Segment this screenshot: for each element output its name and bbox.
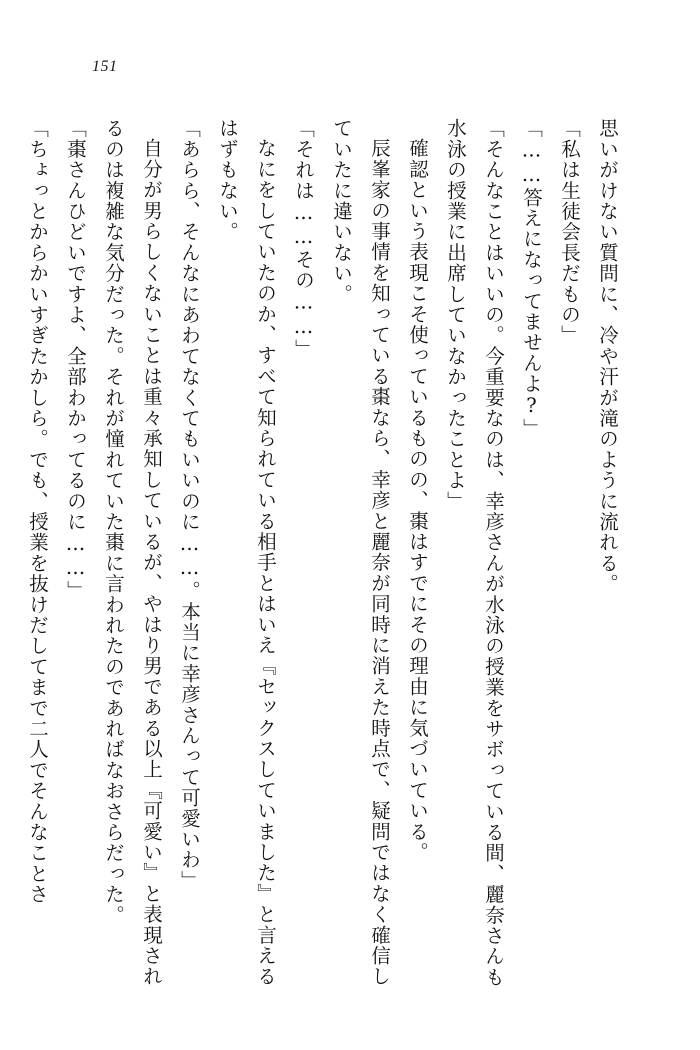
- paragraph: 確認という表現こそ使っているものの、棗はすでにその理由に気づいている。: [406, 137, 429, 862]
- paragraph: 「棗さんひどいですよ、全部わかってるのに……」: [64, 118, 87, 602]
- paragraph: 「……答えになってませんよ?」: [520, 118, 543, 439]
- paragraph: 「それは……その……」: [292, 118, 315, 360]
- paragraph: なにをしていたのか、すべて知られている相手とはいえ『セックスしていました』と言えるはずもない。: [216, 118, 277, 987]
- page-number: 151: [92, 58, 118, 75]
- paragraph: 自分が男らしくないことは重々承知しているが、やはり男である以上『可愛い』と表現されるのは複雑な気分だった。それが憧れていた棗に言われたのであればなおさらだった。: [102, 118, 163, 987]
- paragraph: 「そんなことはいいの。今重要なのは、幸彦さんが水泳の授業をサボっている間、麗奈さんも水泳の授業に出席していなかったことよ」: [444, 118, 505, 988]
- paragraph: 「ちょっとからかいすぎたかしら。でも、授業を抜けだしてまで二人でそんなことさ: [26, 118, 49, 905]
- paragraph: 辰峯家の事情を知っている棗なら、幸彦と麗奈が同時に消えた時点で、疑問ではなく確信していたに違いない。: [330, 118, 391, 987]
- paragraph: 思いがけない質問に、冷や汗が滝のように流れる。: [596, 118, 619, 595]
- body-text: [26, 118, 626, 998]
- paragraph: 「私は生徒会長だもの」: [558, 118, 581, 346]
- paragraph: 「あらら、そんなにあわてなくてもいいのに……。本当に幸彦さんって可愛いわ」: [178, 118, 201, 891]
